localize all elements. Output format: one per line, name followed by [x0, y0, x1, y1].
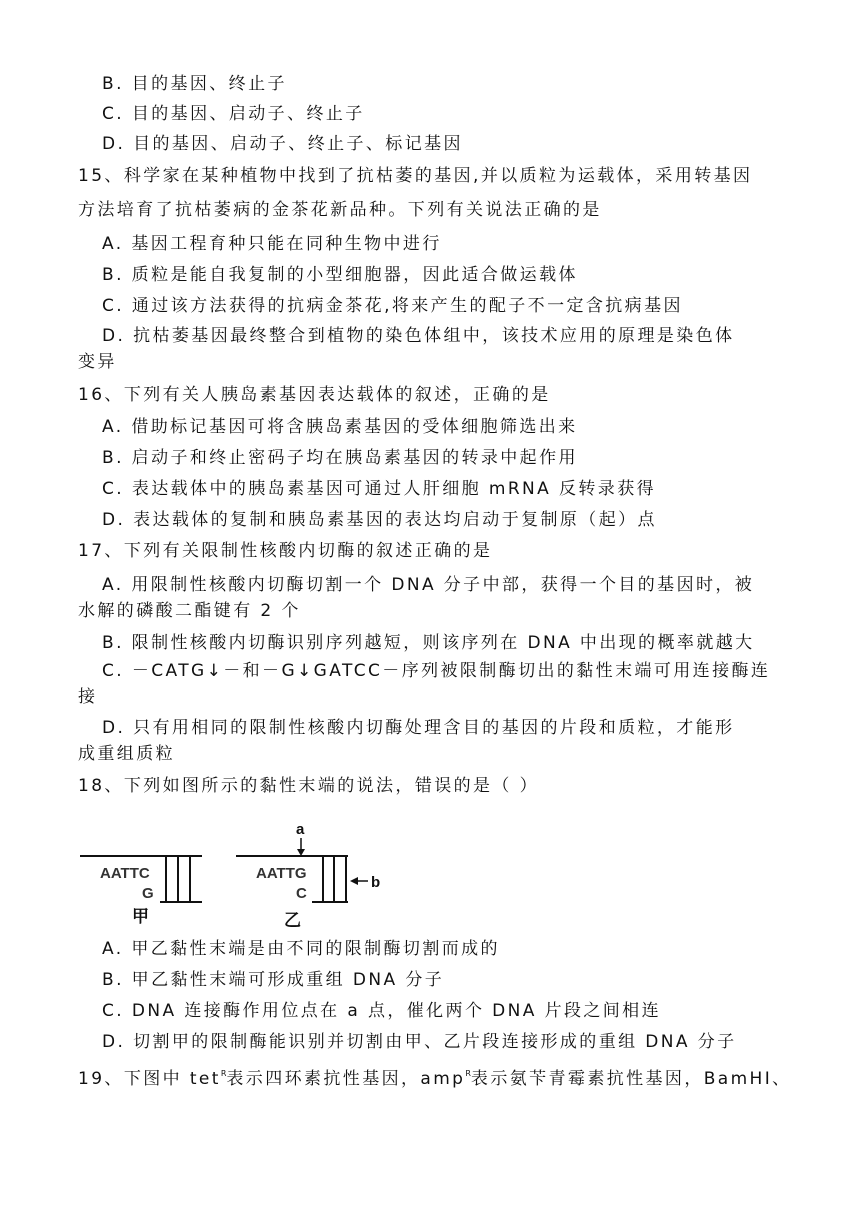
arrow-a-label: a	[296, 821, 305, 838]
q18-stem: 18、下列如图所示的黏性末端的说法，错误的是（ ）	[78, 776, 540, 796]
q15-stem-line1: 15、科学家在某种植物中找到了抗枯萎的基因,并以质粒为运载体，采用转基因	[78, 166, 753, 186]
q17-option-a-line2: 水解的磷酸二酯键有 2 个	[78, 601, 301, 621]
q19-superscript-r1: R	[220, 1069, 227, 1078]
q16-option-c: C. 表达载体中的胰岛素基因可通过人肝细胞 mRNA 反转录获得	[102, 479, 657, 499]
q16-option-a: A. 借助标记基因可将含胰岛素基因的受体细胞筛选出来	[102, 417, 578, 437]
jia-bottom-sequence: G	[142, 885, 154, 902]
jia-top-sequence: AATTC	[100, 865, 150, 882]
q18-option-b: B. 甲乙黏性末端可形成重组 DNA 分子	[102, 970, 445, 990]
q16-stem: 16、下列有关人胰岛素基因表达载体的叙述，正确的是	[78, 385, 551, 405]
q14-option-b: B. 目的基因、终止子	[102, 74, 287, 94]
q19-superscript-r2: R	[465, 1069, 471, 1078]
arrow-b-head	[350, 877, 358, 885]
q18-option-d: D. 切割甲的限制酶能识别并切割由甲、乙片段连接形成的重组 DNA 分子	[102, 1032, 737, 1052]
arrow-a-head	[297, 849, 305, 856]
q17-stem: 17、下列有关限制性核酸内切酶的叙述正确的是	[78, 541, 493, 561]
q15-stem-line2: 方法培育了抗枯萎病的金茶花新品种。下列有关说法正确的是	[78, 200, 602, 220]
jia-label: 甲	[132, 907, 149, 926]
q15-option-b: B. 质粒是能自我复制的小型细胞器，因此适合做运载体	[102, 265, 578, 285]
q19-stem-suffix: 表示氨苄青霉素抗性基因，BamHⅠ、	[470, 1069, 792, 1089]
q18-option-c: C. DNA 连接酶作用位点在 a 点，催化两个 DNA 片段之间相连	[102, 1001, 661, 1021]
q14-option-c: C. 目的基因、启动子、终止子	[102, 104, 365, 124]
q19-stem	[78, 1062, 792, 1091]
yi-label: 乙	[284, 911, 301, 928]
q18-option-a: A. 甲乙黏性末端是由不同的限制酶切割而成的	[102, 939, 500, 959]
q16-option-d: D. 表达载体的复制和胰岛素基因的表达均启动于复制原（起）点	[102, 510, 657, 530]
q17-option-c-line2: 接	[78, 687, 98, 707]
arrow-b-label: b	[371, 874, 381, 891]
q17-option-d-line2: 成重组质粒	[78, 744, 175, 764]
q17-option-a-line1: A. 用限制性核酸内切酶切割一个 DNA 分子中部，获得一个目的基因时，被	[102, 575, 755, 595]
q15-option-d-line2: 变异	[78, 352, 117, 372]
yi-bottom-sequence: C	[296, 885, 307, 902]
q17-option-c-line1: C. －CATG↓－和－G↓GATCC－序列被限制酶切出的黏性末端可用连接酶连	[102, 661, 771, 681]
q19-stem-middle: 表示四环素抗性基因，amp	[226, 1069, 466, 1089]
yi-top-sequence: AATTG	[256, 865, 307, 882]
q16-option-b: B. 启动子和终止密码子均在胰岛素基因的转录中起作用	[102, 448, 578, 468]
q17-option-b: B. 限制性核酸内切酶识别序列越短，则该序列在 DNA 中出现的概率就越大	[102, 633, 755, 653]
q14-option-d: D. 目的基因、启动子、终止子、标记基因	[102, 134, 463, 154]
q15-option-a: A. 基因工程育种只能在同种生物中进行	[102, 234, 442, 254]
sticky-ends-figure	[78, 818, 398, 928]
q15-option-d-line1: D. 抗枯萎基因最终整合到植物的染色体组中，该技术应用的原理是染色体	[102, 326, 735, 346]
q15-option-c: C. 通过该方法获得的抗病金茶花,将来产生的配子不一定含抗病基因	[102, 296, 683, 316]
q19-stem-prefix: 19、下图中 tet	[78, 1069, 221, 1089]
q17-option-d-line1: D. 只有用相同的限制性核酸内切酶处理含目的基因的片段和质粒，才能形	[102, 718, 735, 738]
